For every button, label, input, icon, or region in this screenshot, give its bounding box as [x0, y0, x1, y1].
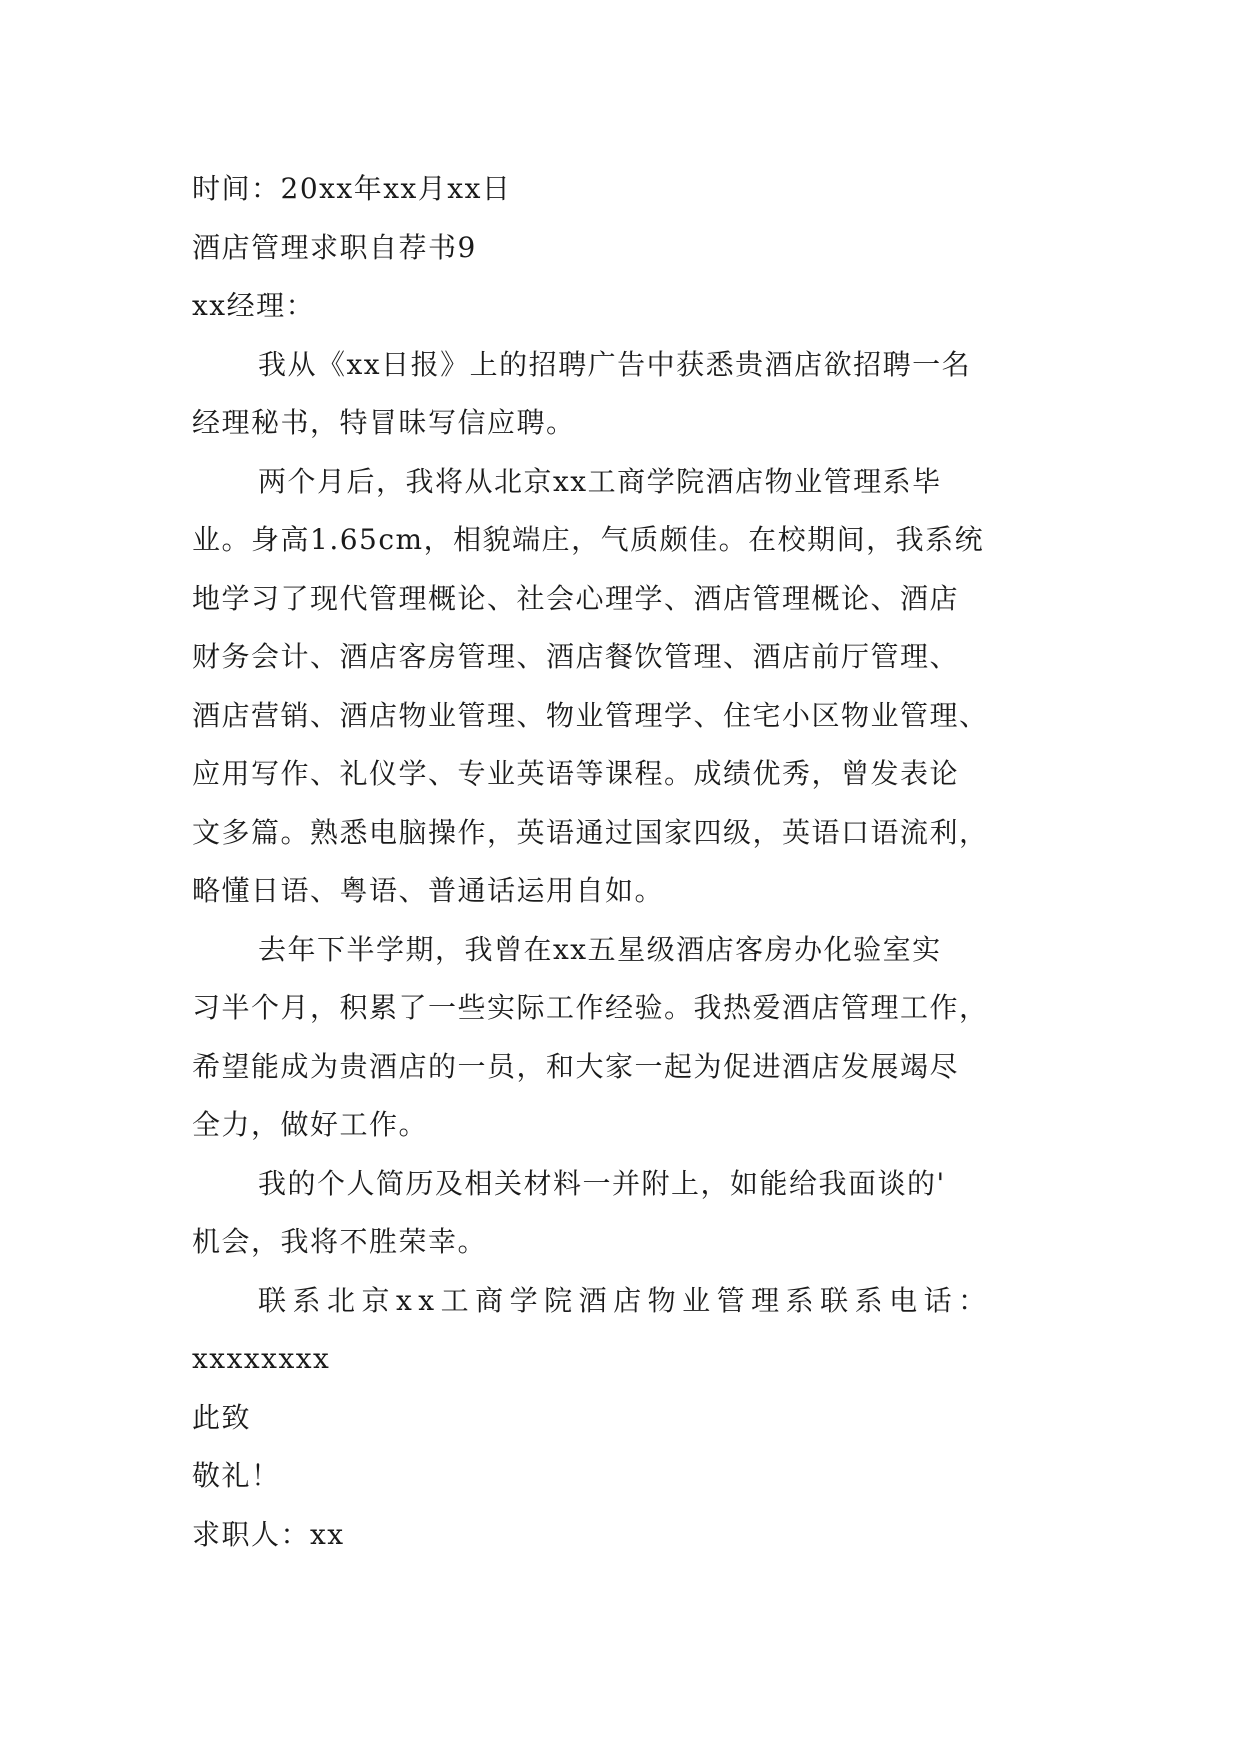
- paragraph-line: 去年下半学期，我曾在xx五星级酒店客房办化验室实: [258, 932, 942, 966]
- document-title: 酒店管理求职自荐书9: [192, 230, 477, 264]
- document-page: [192, 160, 1072, 1564]
- paragraph-line: 地学习了现代管理概论、社会心理学、酒店管理概论、酒店: [192, 581, 960, 615]
- paragraph-line: 经理秘书，特冒昧写信应聘。: [192, 406, 576, 439]
- paragraph-line: 酒店营销、酒店物业管理、物业管理学、住宅小区物业管理、: [192, 698, 989, 732]
- phone-number: xxxxxxxx: [192, 1342, 331, 1375]
- paragraph-line: 两个月后，我将从北京xx工商学院酒店物业管理系毕: [258, 464, 942, 498]
- salutation: xx经理：: [192, 289, 316, 322]
- paragraph-line: 业。身高1.65cm，相貌端庄，气质颇佳。在校期间，我系统: [192, 523, 985, 556]
- paragraph-attachments: [192, 1155, 1072, 1272]
- paragraph-line: 略懂日语、粤语、普通话运用自如。: [192, 874, 665, 907]
- paragraph-experience: [192, 921, 1072, 1155]
- date-line: 时间：20xx年xx月xx日: [192, 172, 512, 205]
- closing-regards: 敬礼！: [192, 1459, 281, 1492]
- closing-salute: 此致: [192, 1400, 252, 1434]
- contact-line: 联系北京xx工商学院酒店物业管理系联系电话：: [258, 1283, 993, 1317]
- paragraph-line: 机会，我将不胜荣幸。: [192, 1225, 488, 1258]
- signature: 求职人：xx: [192, 1517, 345, 1551]
- paragraph-education: [192, 453, 1072, 921]
- paragraph-line: 应用写作、礼仪学、专业英语等课程。成绩优秀，曾发表论: [192, 757, 960, 790]
- paragraph-line: 文多篇。熟悉电脑操作，英语通过国家四级，英语口语流利，: [192, 815, 989, 849]
- paragraph-line: 我从《xx日报》上的招聘广告中获悉贵酒店欲招聘一名: [258, 347, 972, 381]
- paragraph-line: 全力，做好工作。: [192, 1108, 429, 1141]
- paragraph-line: 财务会计、酒店客房管理、酒店餐饮管理、酒店前厅管理、: [192, 640, 960, 673]
- paragraph-line: 我的个人简历及相关材料一并附上，如能给我面谈的': [258, 1166, 946, 1200]
- paragraph-line: 习半个月，积累了一些实际工作经验。我热爱酒店管理工作，: [192, 991, 989, 1024]
- paragraph-application: [192, 336, 1072, 453]
- paragraph-line: 希望能成为贵酒店的一员，和大家一起为促进酒店发展竭尽: [192, 1049, 960, 1083]
